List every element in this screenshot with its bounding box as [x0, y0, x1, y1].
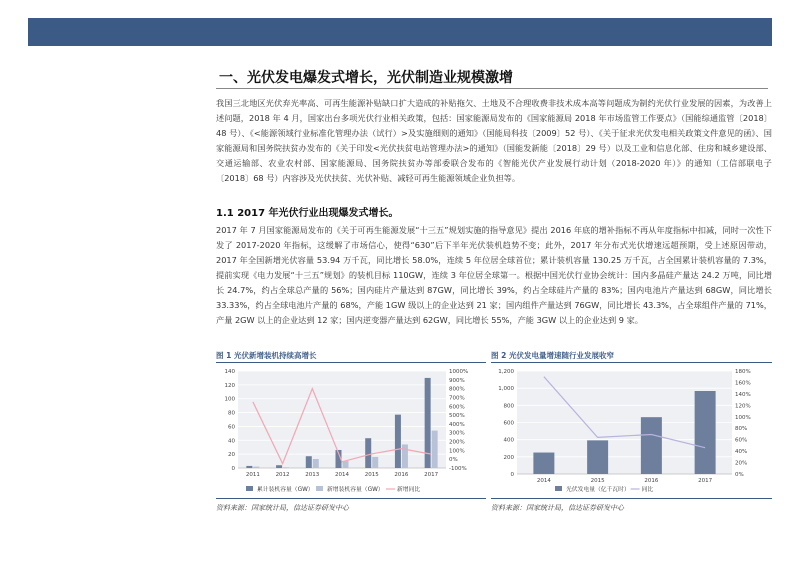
chart1-y2-tick: 400%: [449, 421, 465, 428]
chart1-y-tick: 100: [224, 396, 235, 403]
chart1-y-tick: 80: [228, 410, 235, 417]
chart1-bar: [343, 461, 349, 468]
figure1-bottom-rule: [216, 498, 486, 499]
chart2-y-tick: 1,200: [498, 369, 514, 375]
figure2-chart: [491, 364, 772, 496]
chart2-y2-tick: 60%: [735, 437, 748, 444]
heading-divider: [216, 88, 768, 89]
chart1-y2-tick: 800%: [449, 386, 465, 393]
chart1-bar: [432, 431, 438, 468]
chart2-y-tick: 800: [503, 403, 514, 410]
figure2-source: 资料来源：国家统计局，信达证券研发中心: [491, 504, 624, 512]
chart1-y-tick: 20: [228, 452, 235, 459]
chart1-legend-label: 累计装机容量（GW）: [257, 487, 314, 493]
chart1-y2-tick: 100%: [449, 448, 465, 455]
chart2-y-tick: 400: [503, 437, 514, 444]
chart2-y-tick: 600: [503, 420, 514, 427]
chart1-bar: [402, 444, 408, 468]
figure1-source: 资料来源：国家统计局，信达证券研发中心: [216, 504, 349, 512]
chart2-x-tick: 2014: [536, 478, 551, 484]
figure1-chart: [216, 364, 486, 496]
chart1-y2-tick: 1000%: [449, 369, 469, 375]
chart1-legend-swatch: [246, 486, 253, 491]
chart2-y2-tick: 20%: [735, 460, 748, 467]
chart2-bar: [587, 440, 608, 474]
chart2-y2-tick: 0%: [735, 472, 744, 478]
chart1-legend-label: 新增装机容量（GW）: [327, 487, 384, 493]
chart1-x-tick: 2013: [305, 472, 320, 478]
chart2-y2-tick: 40%: [735, 449, 748, 456]
chart1-x-tick: 2015: [364, 472, 379, 478]
paragraph-growth: 2017 年 7 月国家能源局发布的《关于可再生能源发展“十三五”规划实施的指导意见》提出 2016 年底的增补指标不再从年度指标中扣减，同时一次性下发了 2017-2020 年指标，这缓解了市场信心，使得“630”后下半年光伏装机趋势不变；此外，2017 年分布式光伏增速远超预期，受上述原因带动，2017 年全国新增光伏容量 53.94 万千瓦，同比增长 58.0%，连续 5 年位居全球首位；累计装机容量 130.25 万千瓦，占全国累计装机容量的 7.3%，提前实现《电力发展“十三五”规划》的装机目标 110GW，连续 3 年位居全球第一。根据中国光伏行业协会统计：国内多晶硅产量达 24.2 万吨，同比增长 24.7%，约占全球总产量的 56%；国内硅片产量达到 87GW，同比增长 39%，约占全球硅片产量的 83%；国内电池片产量达到 68GW，同比增长 33.33%，约占全球电池片产量的 68%，产能 1GW 级以上的企业达到 21 家；国内组件产量达到 76GW，同比增长 43.3%，占全球组件产量的 71%，产量 2GW 以上的企业达到 12 家；国内逆变器产量达到 62GW，同比增长 55%，产能 3GW 以上的企业达到 9 家。: [216, 225, 772, 325]
figure1-top-rule: [216, 362, 486, 363]
chart2-y2-tick: 180%: [735, 369, 751, 375]
figure2-top-rule: [491, 362, 772, 363]
chart2-legend-swatch: [555, 486, 562, 491]
chart1-bar: [276, 465, 282, 468]
figure1-title: 图 1 光伏新增装机持续高增长: [216, 351, 317, 360]
chart2-x-tick: 2017: [698, 478, 713, 484]
chart2-y2-tick: 140%: [735, 391, 751, 398]
chart1-legend-swatch: [316, 486, 323, 491]
chart1-x-tick: 2012: [275, 472, 290, 478]
header-bar: [28, 18, 772, 46]
figure2-bottom-rule: [491, 498, 772, 499]
chart1-plot-area: [238, 371, 446, 468]
chart1-bar: [372, 457, 378, 468]
figure2-title: 图 2 光伏发电量增速随行业发展收窄: [491, 351, 614, 360]
chart1-y-tick: 140: [224, 369, 235, 375]
chart1-x-tick: 2017: [424, 472, 439, 478]
chart1-y-tick: 120: [224, 382, 235, 389]
chart2-y2-tick: 100%: [735, 414, 751, 421]
chart2-legend-label: 光伏发电量（亿千瓦时）: [566, 487, 630, 493]
chart1-bar: [425, 378, 431, 468]
paragraph-policy: 我国三北地区光伏弃光率高、可再生能源补贴缺口扩大造成的补贴拖欠、土地及不合理收费非技术成本高等问题成为制约光伏行业发展的因素，为改善上述问题，2018 年 4 月，国家出台多项光伏行业相关政策，包括：国家能源局发布的《国家能源局 2018 年市场监管工作要点》（国能综通监管〔2018〕48 号）、《<能源领域行业标准化管理办法（试行）>及实施细则的通知》（国能局科技〔2009〕52 号）、《关于征求光伏发电相关政策文件意见的函》、国家能源局和国务院扶贫办发布的《关于印发<光伏扶贫电站管理办法>的通知》（国能发新能〔2018〕29 号）以及工业和信息化部、住房和城乡建设部、交通运输部、农业农村部、国家能源局、国务院扶贫办等部委联合发布的《智能光伏产业发展行动计划（2018-2020 年）》的通知（工信部联电子〔2018〕68 号）内容涉及光伏扶贫、光伏补贴、减轻可再生能源领域企业负担等。: [216, 98, 772, 183]
chart1-bar: [306, 456, 312, 468]
chart1-legend-label: 新增同比: [397, 487, 421, 493]
chart1-bar: [365, 438, 371, 468]
chart2-y-tick: 1,000: [498, 386, 514, 393]
chart2-y-tick: 200: [503, 454, 514, 461]
chart1-x-tick: 2014: [335, 472, 349, 478]
chart1-y2-tick: 700%: [449, 395, 465, 402]
chart2-legend-label: 同比: [641, 487, 654, 493]
chart1-x-tick: 2016: [394, 472, 409, 478]
chart2-y-tick: 0: [510, 472, 514, 478]
chart1-bar: [395, 415, 401, 468]
chart2-x-tick: 2015: [590, 478, 605, 484]
chart1-y-tick: 0: [231, 466, 235, 472]
chart1-bar: [246, 466, 252, 468]
chart1-y2-tick: 0%: [449, 457, 458, 464]
chart1-y-tick: 60: [228, 424, 235, 431]
chart1-y2-tick: 300%: [449, 430, 465, 437]
chart1-bar: [283, 467, 289, 468]
chart1-y2-tick: 500%: [449, 413, 465, 420]
chart2-x-tick: 2016: [644, 478, 659, 484]
chart2-bar: [641, 417, 662, 474]
chart2-y2-tick: 160%: [735, 380, 751, 387]
chart2-bar: [695, 391, 716, 474]
chart1-y2-tick: -100%: [449, 466, 467, 472]
chart1-y2-tick: 200%: [449, 439, 465, 446]
chart1-bar: [253, 467, 259, 468]
chart2-y2-tick: 80%: [735, 426, 748, 433]
chart1-y-tick: 40: [228, 438, 235, 445]
chart1-y2-tick: 600%: [449, 404, 465, 411]
section-heading: 一、光伏发电爆发式增长，光伏制造业规模激增: [219, 70, 513, 86]
chart2-bar: [533, 453, 554, 474]
chart1-x-tick: 2011: [245, 472, 260, 478]
subsection-heading: 1.1 2017 年光伏行业出现爆发式增长。: [216, 208, 399, 219]
chart2-y2-tick: 120%: [735, 403, 751, 410]
chart1-y2-tick: 900%: [449, 377, 465, 384]
chart1-bar: [313, 459, 319, 468]
